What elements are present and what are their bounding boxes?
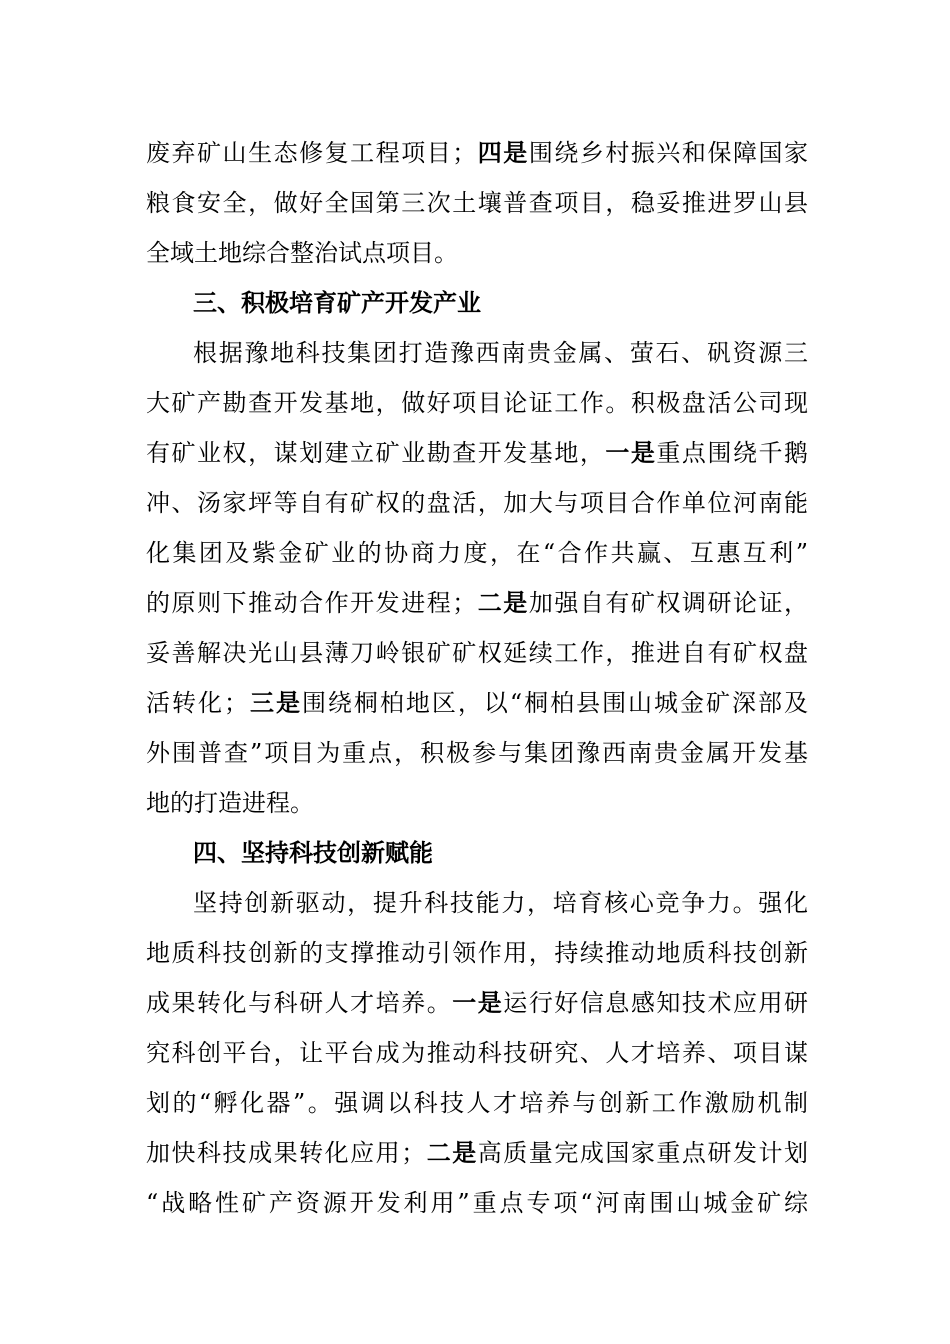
body-line: 冲、汤家坪等自有矿权的盘活，加大与项目合作单位河南能 <box>146 489 808 517</box>
body-line: 妥善解决光山县薄刀岭银矿矿权延续工作，推进自有矿权盘 <box>146 639 808 667</box>
emphasis-label: 一是 <box>452 989 504 1017</box>
emphasis-label: 二是 <box>476 589 529 617</box>
body-line: 加快科技成果转化应用；二是高质量完成国家重点研发计划 <box>146 1139 809 1167</box>
body-line: 根据豫地科技集团打造豫西南贵金属、萤石、矾资源三 <box>193 339 808 367</box>
body-line: 地的打造进程。 <box>146 789 314 817</box>
body-line: 地质科技创新的支撑推动引领作用，持续推动地质科技创新 <box>146 939 808 967</box>
emphasis-label: 四是 <box>476 139 529 167</box>
body-line: 粮食安全，做好全国第三次土壤普查项目，稳妥推进罗山县 <box>146 189 808 217</box>
body-line: 的原则下推动合作开发进程；二是加强自有矿权调研论证， <box>146 589 809 617</box>
emphasis-label: 二是 <box>425 1139 478 1167</box>
body-line: 全域土地综合整治试点项目。 <box>146 239 458 267</box>
body-line: 大矿产勘查开发基地，做好项目论证工作。积极盘活公司现 <box>146 389 808 417</box>
body-line: 坚持创新驱动，提升科技能力，培育核心竞争力。强化 <box>193 889 808 917</box>
body-line: 究科创平台，让平台成为推动科技研究、人才培养、项目谋 <box>146 1039 808 1067</box>
body-line: 废弃矿山生态修复工程项目；四是围绕乡村振兴和保障国家 <box>146 139 809 167</box>
body-line: 外围普查”项目为重点，积极参与集团豫西南贵金属开发基 <box>146 739 808 767</box>
document-page <box>146 128 808 1228</box>
section-heading-3: 三、积极培育矿产开发产业 <box>193 289 481 317</box>
emphasis-label: 一是 <box>605 439 657 467</box>
body-line: “战略性矿产资源开发利用”重点专项“河南围山城金矿综 <box>146 1189 808 1217</box>
body-line: 化集团及紫金矿业的协商力度，在“合作共赢、互惠互利” <box>146 539 808 567</box>
emphasis-label: 三是 <box>247 689 302 717</box>
body-line: 有矿业权，谋划建立矿业勘查开发基地，一是重点围绕千鹅 <box>146 439 809 467</box>
section-heading-4: 四、坚持科技创新赋能 <box>193 839 433 867</box>
body-line: 划的“孵化器”。强调以科技人才培养与创新工作激励机制 <box>146 1089 808 1117</box>
body-line: 活转化；三是围绕桐柏地区，以“桐柏县围山城金矿深部及 <box>146 689 808 717</box>
body-line: 成果转化与科研人才培养。一是运行好信息感知技术应用研 <box>146 989 809 1017</box>
